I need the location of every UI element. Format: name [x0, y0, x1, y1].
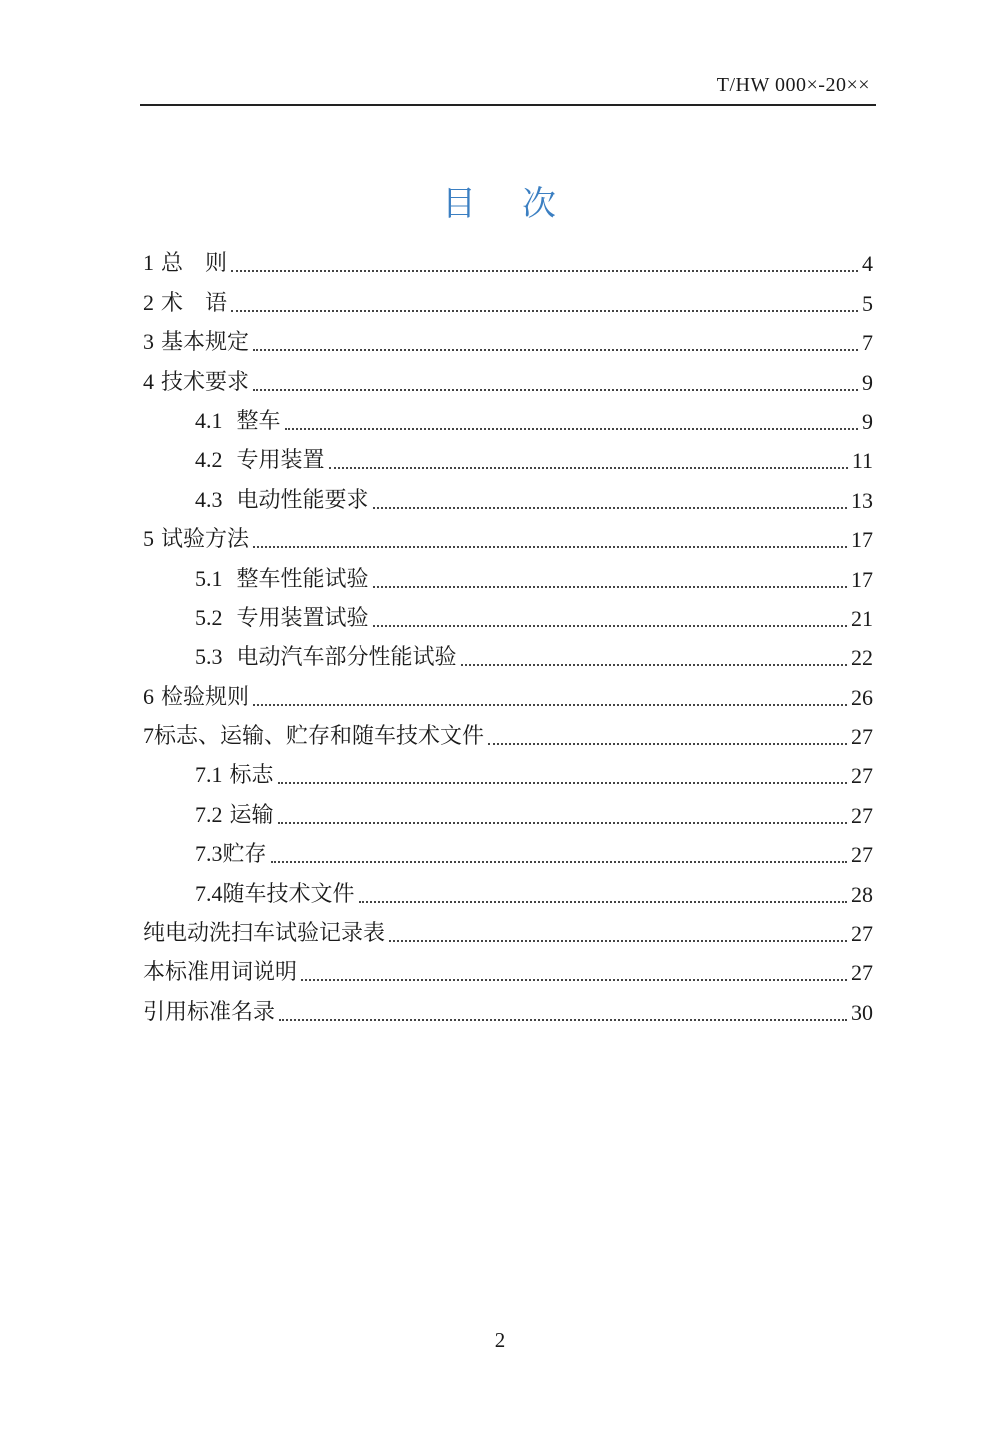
- toc-entry[interactable]: [143, 750, 873, 789]
- toc-entry-page: 5: [862, 290, 873, 316]
- toc-entry-label: 纯电动洗扫车试验记录表: [143, 921, 386, 947]
- toc-entry-label: 运输: [229, 802, 274, 828]
- toc-entry[interactable]: [143, 986, 873, 1025]
- toc-entry[interactable]: [143, 829, 873, 868]
- table-of-contents: [143, 238, 873, 1026]
- toc-entry-number: 7.4: [195, 880, 223, 906]
- toc-entry-label: 整车性能试验: [236, 566, 369, 592]
- toc-entry-label: 随车技术文件: [222, 881, 355, 907]
- toc-entry-page: 17: [851, 527, 873, 553]
- toc-leader-dots: [271, 847, 847, 863]
- toc-entry-number: 6: [143, 683, 154, 709]
- toc-entry[interactable]: [143, 553, 873, 592]
- toc-entry-page: 27: [851, 921, 873, 947]
- toc-entry-page: 27: [851, 763, 873, 789]
- toc-entry-number: 5: [143, 526, 154, 552]
- toc-entry[interactable]: [143, 908, 873, 947]
- toc-leader-dots: [461, 650, 847, 666]
- toc-entry-label: 专用装置: [236, 448, 325, 474]
- toc-entry[interactable]: [143, 356, 873, 395]
- toc-entry-page: 27: [851, 724, 873, 750]
- toc-leader-dots: [253, 335, 858, 351]
- toc-entry[interactable]: [143, 474, 873, 513]
- toc-entry-number: 4.3: [195, 486, 223, 512]
- toc-leader-dots: [285, 414, 858, 430]
- toc-entry-page: 11: [851, 448, 873, 474]
- toc-entry-label: 整车: [236, 408, 281, 434]
- toc-entry-label: 基本规定: [161, 330, 250, 356]
- toc-entry-page: 27: [851, 802, 873, 828]
- toc-entry-number: 7: [143, 723, 154, 749]
- toc-entry-label: 电动性能要求: [236, 487, 369, 513]
- toc-leader-dots: [231, 256, 858, 272]
- toc-leader-dots: [253, 375, 858, 391]
- toc-entry[interactable]: [143, 632, 873, 671]
- toc-entry[interactable]: [143, 277, 873, 316]
- toc-entry-label: 引用标准名录: [143, 999, 276, 1025]
- toc-entry-page: 27: [851, 842, 873, 868]
- toc-leader-dots: [488, 729, 847, 745]
- toc-entry-label: 专用装置试验: [236, 605, 369, 631]
- header-rule: [140, 104, 876, 106]
- toc-entry-number: 4.2: [195, 447, 223, 473]
- toc-entry-label: 电动汽车部分性能试验: [236, 645, 457, 671]
- toc-entry-label: 贮存: [222, 842, 267, 868]
- toc-leader-dots: [279, 1005, 847, 1021]
- toc-leader-dots: [253, 690, 847, 706]
- toc-entry-page: 28: [851, 881, 873, 907]
- toc-entry-page: 22: [851, 645, 873, 671]
- toc-entry-label: 总 则: [161, 251, 228, 277]
- toc-entry-number: 5.2: [195, 604, 223, 630]
- toc-entry[interactable]: [143, 514, 873, 553]
- toc-entry[interactable]: [143, 947, 873, 986]
- toc-entry-page: 9: [862, 369, 873, 395]
- toc-entry-page: 26: [851, 684, 873, 710]
- toc-entry-number: 7.1: [195, 762, 223, 788]
- toc-entry[interactable]: [143, 789, 873, 828]
- toc-entry-number: 4: [143, 368, 154, 394]
- toc-entry-label: 试验方法: [161, 527, 250, 553]
- toc-entry-page: 4: [862, 251, 873, 277]
- toc-entry[interactable]: [143, 238, 873, 277]
- toc-entry-page: 21: [851, 605, 873, 631]
- toc-entry-label: 技术要求: [161, 369, 250, 395]
- toc-entry-page: 27: [851, 960, 873, 986]
- toc-title-char-2: 次: [522, 184, 558, 224]
- toc-leader-dots: [373, 611, 847, 627]
- toc-leader-dots: [359, 887, 847, 903]
- toc-entry[interactable]: [143, 317, 873, 356]
- toc-entry-page: 13: [851, 487, 873, 513]
- toc-entry[interactable]: [143, 671, 873, 710]
- toc-entry[interactable]: [143, 868, 873, 907]
- toc-leader-dots: [253, 532, 847, 548]
- toc-entry[interactable]: [143, 593, 873, 632]
- toc-entry-number: 2: [143, 289, 154, 315]
- toc-entry-number: 5.3: [195, 644, 223, 670]
- toc-entry[interactable]: [143, 396, 873, 435]
- toc-leader-dots: [329, 453, 848, 469]
- toc-entry-label: 检验规则: [161, 684, 250, 710]
- toc-entry-page: 30: [851, 999, 873, 1025]
- toc-leader-dots: [231, 296, 858, 312]
- toc-leader-dots: [373, 572, 847, 588]
- toc-entry-number: 5.1: [195, 565, 223, 591]
- page-number: 2: [494, 1328, 506, 1352]
- toc-entry-label: 标志、运输、贮存和随车技术文件: [154, 724, 485, 750]
- toc-entry-number: 3: [143, 329, 154, 355]
- toc-leader-dots: [301, 965, 847, 981]
- toc-entry[interactable]: [143, 435, 873, 474]
- toc-entry-number: 7.2: [195, 801, 223, 827]
- toc-entry-number: 1: [143, 250, 154, 276]
- toc-title: [0, 176, 1000, 225]
- toc-leader-dots: [278, 808, 847, 824]
- toc-entry-page: 17: [851, 566, 873, 592]
- toc-entry-number: 7.3: [195, 841, 223, 867]
- toc-title-char-1: 目: [442, 184, 478, 224]
- toc-leader-dots: [278, 768, 847, 784]
- toc-entry-number: 4.1: [195, 407, 223, 433]
- toc-entry[interactable]: [143, 711, 873, 750]
- toc-entry-label: 本标准用词说明: [143, 960, 298, 986]
- toc-entry-page: 9: [862, 408, 873, 434]
- toc-entry-label: 标志: [229, 763, 274, 789]
- toc-leader-dots: [389, 926, 847, 942]
- toc-leader-dots: [373, 493, 847, 509]
- document-code: T/HW 000×-20××: [716, 74, 870, 96]
- toc-entry-page: 7: [862, 330, 873, 356]
- toc-entry-label: 术 语: [161, 290, 228, 316]
